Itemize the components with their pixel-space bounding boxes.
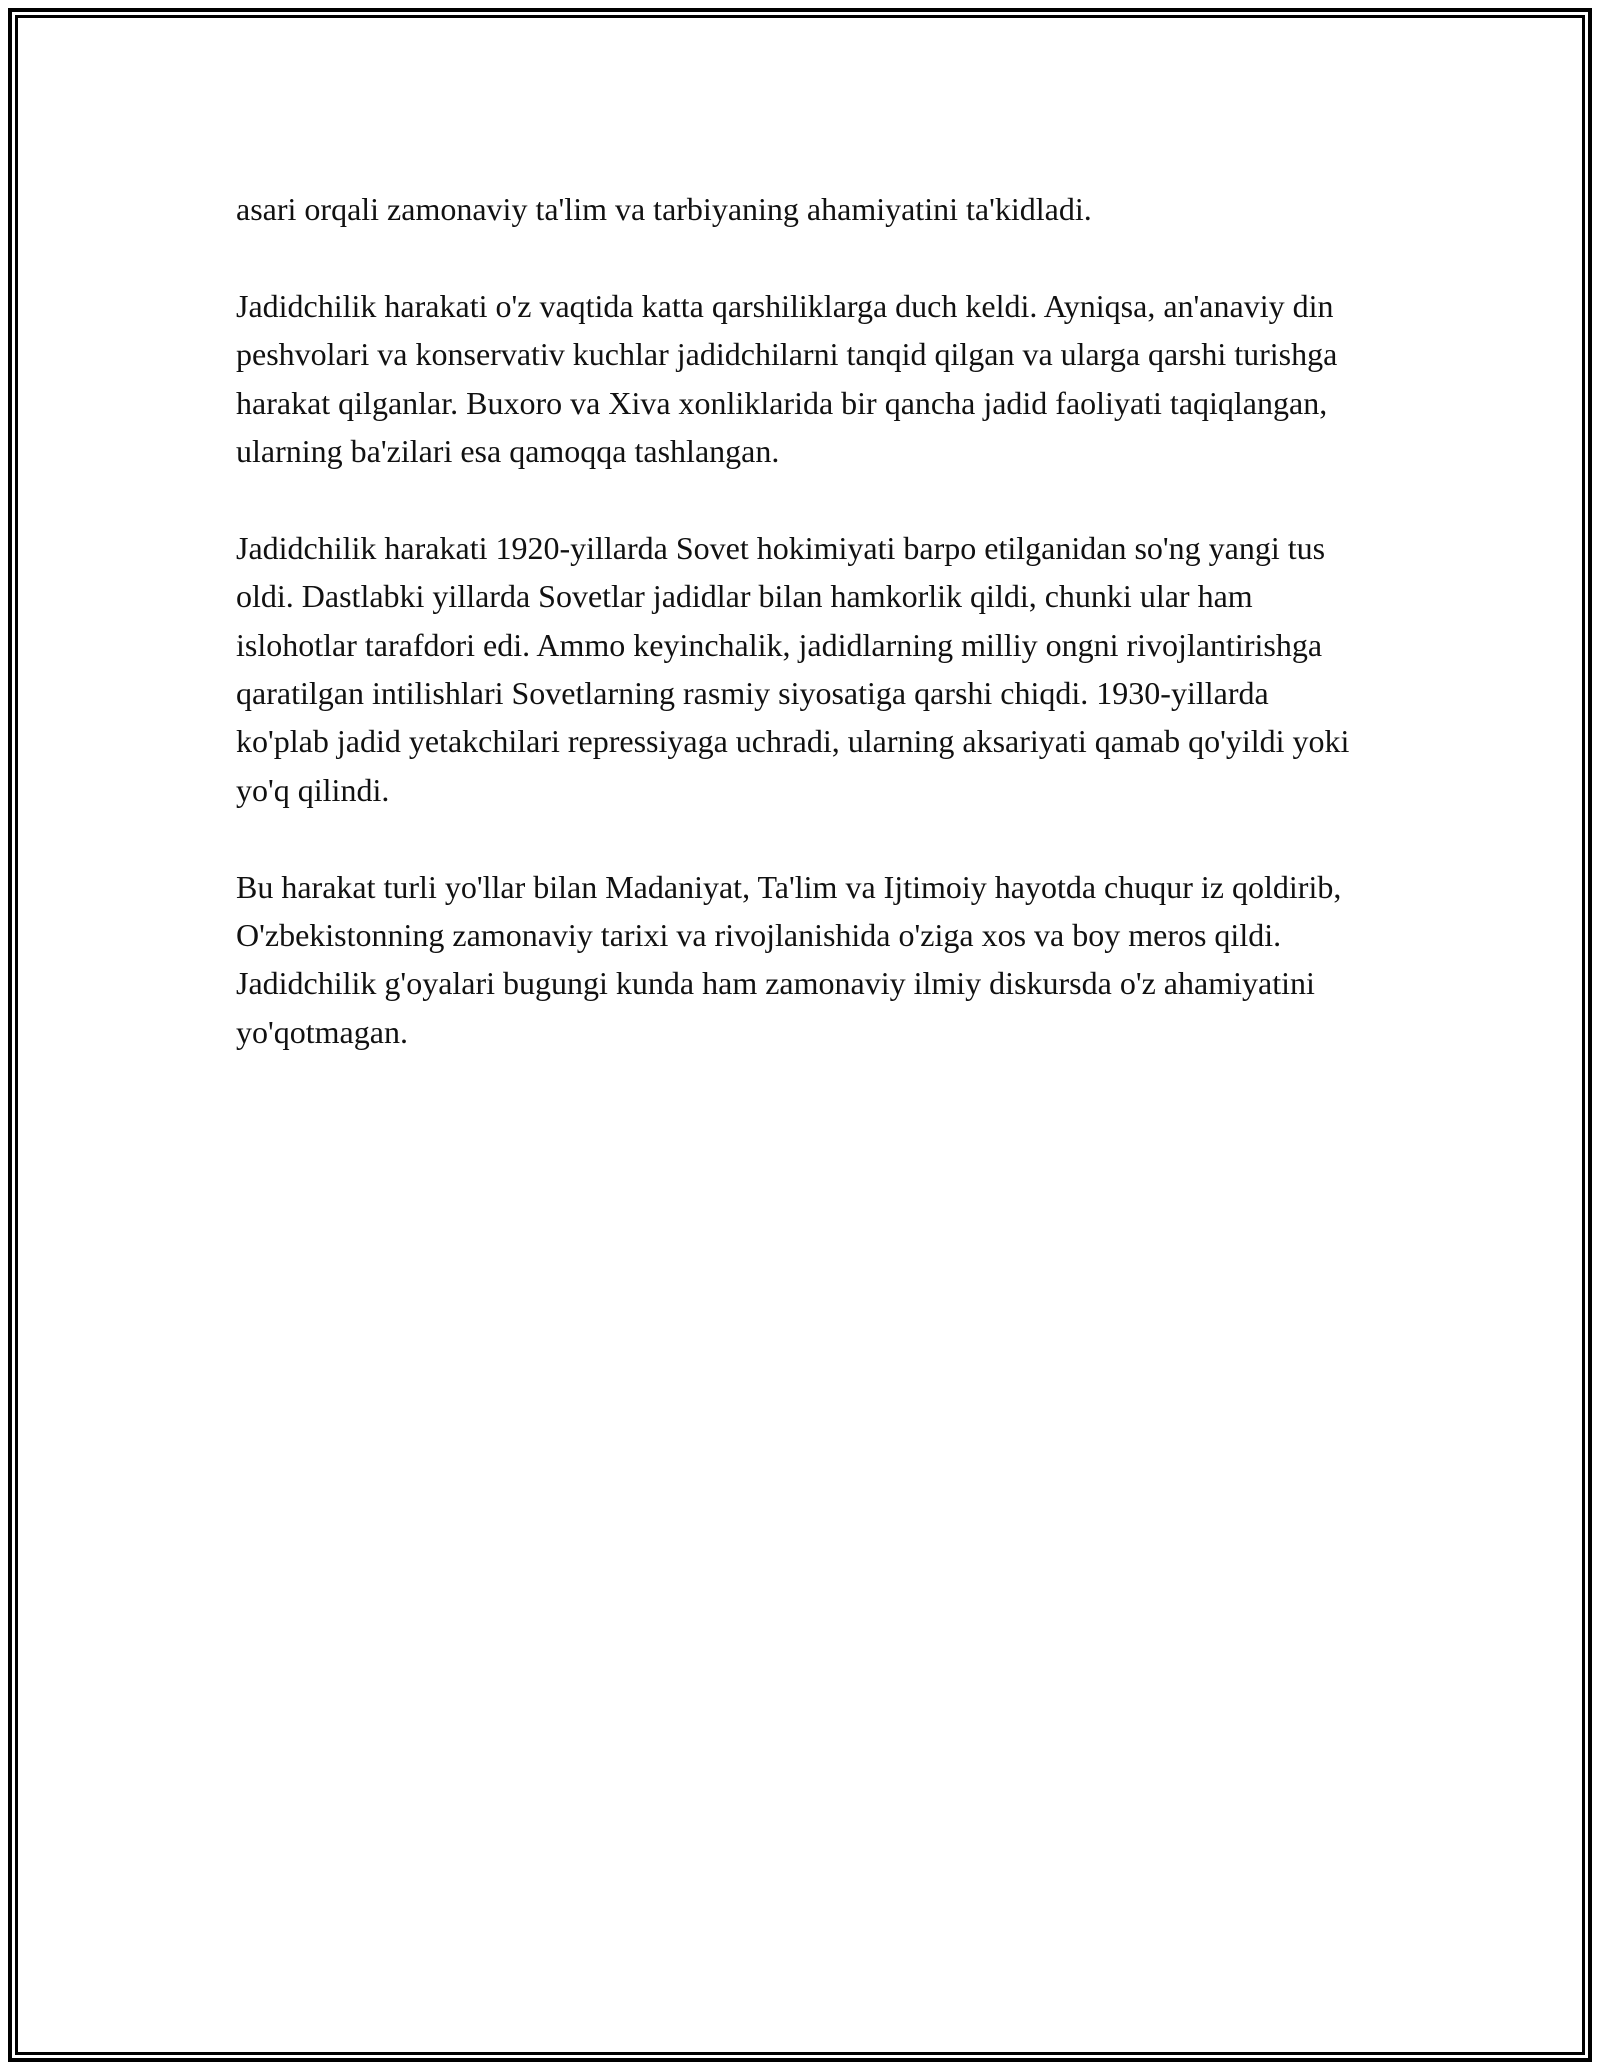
paragraph-1: asari orqali zamonaviy ta'lim va tarbiyaning ahamiyatini ta'kidladi. bbox=[236, 191, 1092, 227]
document-body bbox=[236, 185, 1366, 1105]
paragraph-3: Jadidchilik harakati 1920-yillarda Sovet hokimiyati barpo etilganidan so'ng yangi tus oldi. Dastlabki yillarda Sovetlar jadidlar bilan hamkorlik qildi, chunki ular ham islohotlar tarafdori edi. Ammo keyinchalik, jadidlarning milliy ongni rivojlantirishga qaratilgan intilishlari Sovetlarning rasmiy siyosatiga qarshi chiqdi. 1930-yillarda ko'plab jadid yetakchilari repressiyaga uchradi, ularning aksariyati qamab qo'yildi yoki yo'q qilindi. bbox=[236, 529, 1350, 808]
paragraph-4: Bu harakat turli yo'llar bilan Madaniyat, Ta'lim va Ijtimoiy hayotda chuqur iz qoldirib, O'zbekistonning zamonaviy tarixi va rivojlanishida o'ziga xos va boy meros qildi. Jadidchilik g'oyalari bugungi kunda ham zamonaviy ilmiy diskursda o'z ahamiyatini yo'qotmagan. bbox=[236, 868, 1342, 1050]
paragraph-2: Jadidchilik harakati o'z vaqtida katta qarshiliklarga duch keldi. Ayniqsa, an'anaviy din peshvolari va konservativ kuchlar jadidchilarni tanqid qilgan va ularga qarshi turishga harakat qilganlar. Buxoro va Xiva xonliklarida bir qancha jadid faoliyati taqiqlangan, ularning ba'zilari esa qamoqqa tashlangan. bbox=[236, 287, 1338, 470]
